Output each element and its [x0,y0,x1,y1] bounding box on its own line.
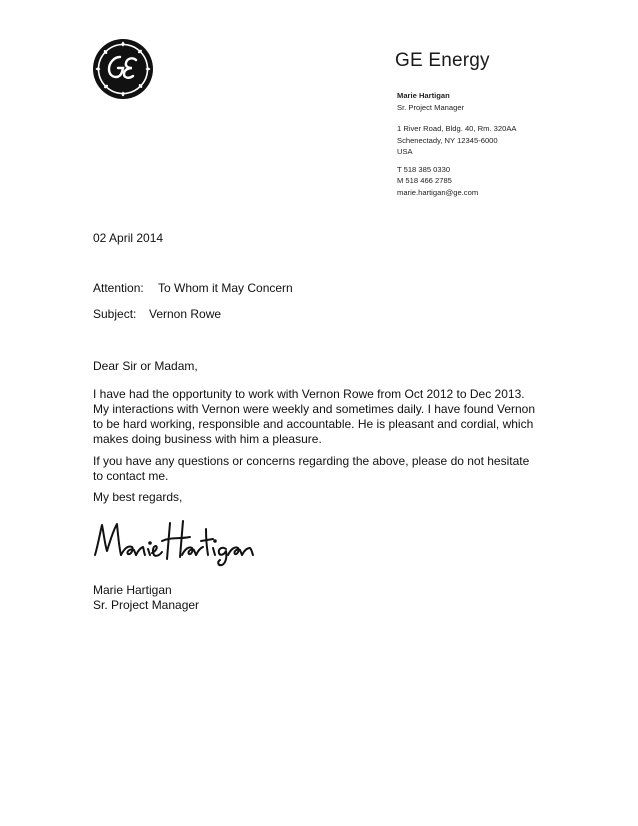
email-address: marie.hartigan@ge.com [397,187,479,197]
address-line-2: Schenectady, NY 12345-6000 [397,135,498,145]
ge-logo-icon [92,38,154,100]
signer-title: Sr. Project Manager [93,598,200,612]
sender-contact-block [397,90,617,198]
mobile-number: M 518 466 2785 [397,176,452,185]
company-name: GE Energy [395,50,490,71]
body-paragraph-1: I have had the opportunity to work with Vernon Rowe from Oct 2012 to Dec 2013. My interactions with Vernon were weekly and sometimes daily. I have found Vernon to be hard working, responsible and accountable. He is pleasant and cordial, which makes doing business with him a pleasure. [93,387,536,446]
attention-label: Attention: [93,281,144,295]
closing: My best regards, [93,490,183,504]
subject-value: Vernon Rowe [149,307,222,321]
handwritten-signature [90,515,260,567]
address-country: USA [397,147,413,156]
sender-name: Marie Hartigan [397,91,450,100]
letter-date: 02 April 2014 [93,231,164,245]
sender-title: Sr. Project Manager [397,102,465,112]
attention-value: To Whom it May Concern [158,281,293,295]
address-line-1: 1 River Road, Bldg. 40, Rm. 320AA [397,124,517,133]
phone-number: T 518 385 0330 [397,164,451,174]
body-paragraph-2: If you have any questions or concerns regarding the above, please do not hesitate to contact me. [93,454,530,483]
signer-name: Marie Hartigan [93,583,172,597]
salutation: Dear Sir or Madam, [93,359,198,373]
subject-label: Subject: [93,307,137,321]
